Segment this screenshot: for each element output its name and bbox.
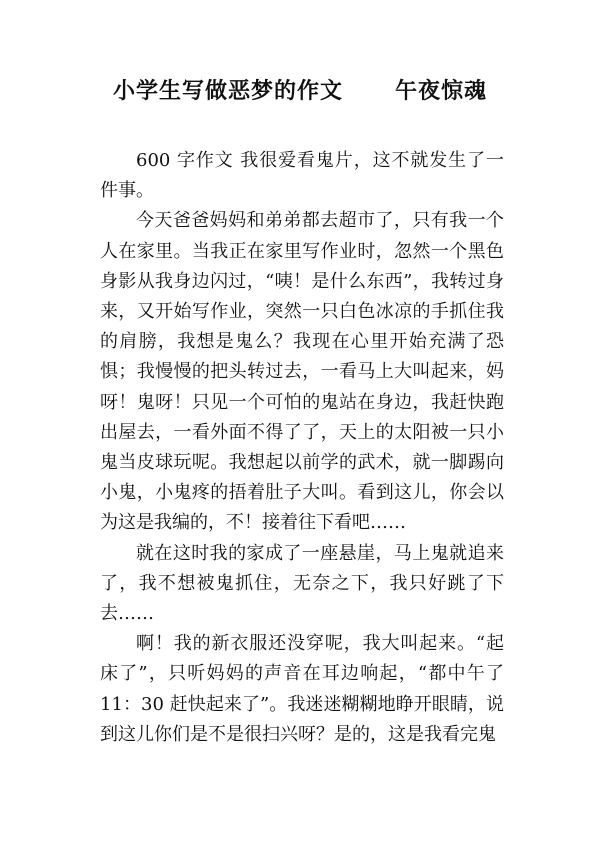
document-body: [100, 146, 504, 750]
paragraph-4: 啊！我的新衣服还没穿呢，我大叫起来。“起床了”，只听妈妈的声音在耳边响起，“都中午了 11：30 赶快起来了”。我迷迷糊糊地睁开眼睛，说到这儿你们是不是很扫兴呀？是的，这是我看完鬼: [100, 633, 504, 745]
paragraph-3: 就在这时我的家成了一座悬崖，马上鬼就追来了，我不想被鬼抓住，无奈之下，我只好跳了下去……: [100, 542, 504, 625]
paragraph-1: 600 字作文 我很爱看鬼片，这不就发生了一件事。: [100, 150, 504, 202]
paragraph-2: 今天爸爸妈妈和弟弟都去超市了，只有我一个人在家里。当我正在家里写作业时，忽然一个黑色身影从我身边闪过，“咦！是什么东西”，我转过身来，又开始写作业，突然一只白色冰凉的手抓住我的肩膀，我想是鬼么？我现在心里开始充满了恐惧；我慢慢的把头转过去，一看马上大叫起来，妈呀！鬼呀！只见一个可怕的鬼站在身边，我赶快跑出屋去，一看外面不得了了，天上的太阳被一只小鬼当皮球玩呢。我想起以前学的武术，就一脚踢向小鬼，小鬼疼的捂着肚子大叫。看到这儿，你会以为这是我编的，不！接着往下看吧……: [100, 210, 504, 534]
document-title: 小学生写做恶梦的作文 午夜惊魂: [113, 79, 487, 104]
